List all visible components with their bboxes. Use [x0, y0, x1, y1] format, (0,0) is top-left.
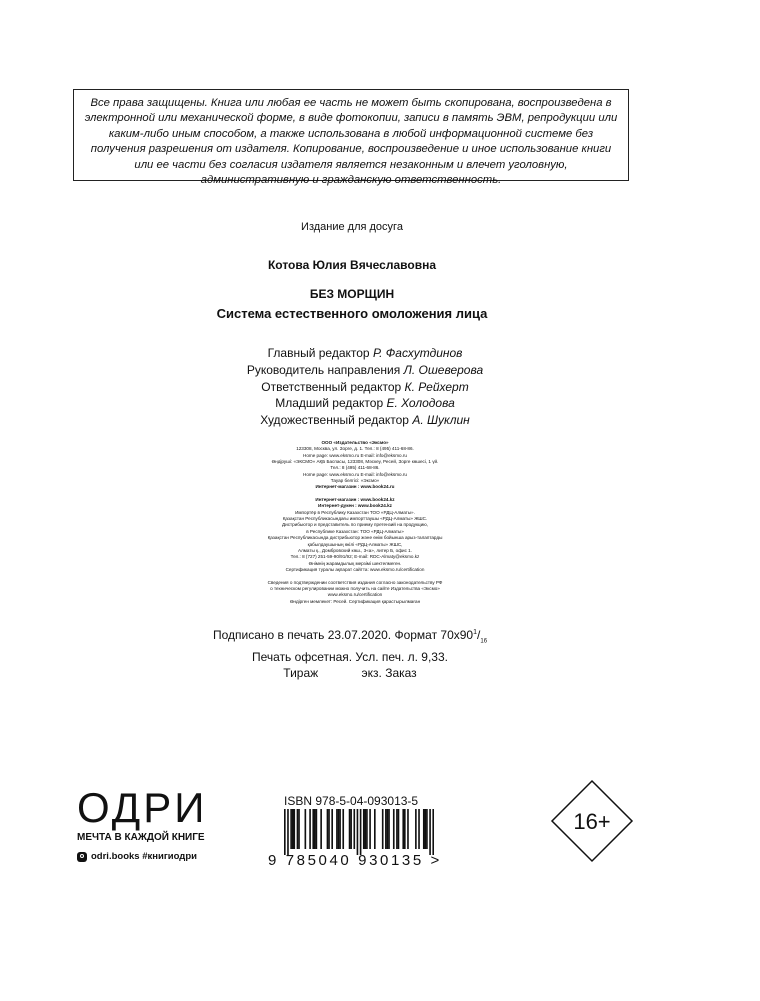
barcode-bar — [292, 809, 294, 849]
barcode-bar — [396, 809, 398, 849]
publisher-logo — [77, 784, 208, 862]
imprint-line: Дистрибьютор и представитель по приему претензий на продукцию, — [282, 522, 428, 528]
imprint-line: Алматы қ., Домбровский көш., 3«а», литер Б, офис 1. — [298, 547, 412, 553]
age-rating-text: 16+ — [573, 809, 611, 834]
imprint-line: Өндірген мемлекет: Ресей. Сертификация қарастырылмаған — [289, 598, 421, 604]
logo-wordmark: ОДРИ — [77, 784, 208, 831]
barcode-bar — [382, 809, 384, 849]
imprint-line: Интернет-дүкен : www.book24.kz — [318, 503, 392, 509]
barcode-bar — [388, 809, 390, 849]
editor-line: Главный редактор Р. Фасхутдинов — [267, 346, 463, 360]
editor-line: Ответственный редактор К. Рейхерт — [261, 379, 469, 394]
editors-list — [0, 345, 730, 429]
print-run-line: Тираж экз. Заказ — [283, 665, 417, 680]
barcode-bar — [336, 809, 338, 849]
barcode-bar — [328, 809, 330, 849]
barcode-bar — [327, 809, 329, 849]
imprint-line: Қазақстан Республикасындағы импорттаушы «РДЦ-Алматы» ЖШС. — [282, 516, 428, 522]
barcode-bar — [305, 809, 307, 849]
print-signed-line: Подписано в печать 23.07.2020. Формат $70x90^1/_{16}$ — [212, 628, 488, 645]
barcode-bar — [398, 809, 400, 849]
book-subtitle: Система естественного омоложения лица — [216, 306, 488, 321]
imprint-line: 123308, Москва, ул. Зорге, д. 1. Тел.: 8 (495) 411-68-86. — [296, 446, 414, 452]
barcode-bar — [320, 809, 322, 849]
imprint-line: в Республике Казахстан: ТОО «РДЦ-Алматы» — [306, 528, 404, 534]
barcode-bar — [287, 809, 289, 855]
imprint-line: Тел.: 8 (727) 251-59-90/91/92; E-mail: RDC-Almaty@eksmo.kz — [290, 554, 420, 560]
imprint-line: Интернет-магазин : www.book24.ru — [315, 484, 395, 490]
barcode-bar — [314, 809, 316, 849]
imprint-line: Интернет-магазин : www.book24.kz — [315, 497, 395, 503]
logo-social: odri.books #книгиодри — [77, 851, 207, 862]
barcode-bar — [425, 809, 427, 849]
barcode-bar — [339, 809, 341, 849]
imprint-line: Тел.: 8 (495) 411-68-86. — [330, 465, 380, 471]
barcode-bar — [284, 809, 286, 855]
barcode-bar — [385, 809, 387, 849]
instagram-icon — [77, 852, 87, 862]
print-type-line: Печать офсетная. Усл. печ. л. 9,33. — [252, 649, 448, 664]
imprint-line: қабылдаушының өкілі «РДЦ-Алматы» ЖШС, — [307, 541, 403, 547]
barcode-bar — [393, 809, 395, 849]
book-title: БЕЗ МОРЩИН — [309, 287, 395, 301]
imprint-line: Сведения о подтверждении соответствия издания согласно законодательству РФ — [267, 579, 443, 585]
barcode-bar — [402, 809, 404, 849]
imprint-line: ООО «Издательство «Эксмо» — [321, 440, 389, 445]
barcode-bar — [316, 809, 318, 849]
publisher-imprint — [190, 440, 520, 605]
barcode-bar — [349, 809, 351, 849]
barcode-bar — [418, 809, 420, 849]
barcode-bar — [338, 809, 340, 849]
imprint-line: Импортёр в Республику Казахстан ТОО «РДЦ-Алматы». — [295, 509, 415, 515]
imprint-line: Өндіруші: «ЭКСМО» АҚБ Баспасы, 123308, Мәскеу, Ресей, Зорге көшесі, 1 үй. — [271, 459, 439, 465]
barcode-bar — [298, 809, 300, 849]
barcode-bar — [312, 809, 314, 849]
barcode-bar — [297, 809, 299, 849]
barcode-bar — [374, 809, 376, 849]
barcode-bar — [357, 809, 359, 855]
logo-slogan: МЕЧТА В КАЖДОЙ КНИГЕ — [77, 832, 205, 843]
author-name: Котова Юлия Вячеславовна — [267, 258, 436, 272]
imprint-line: Тауар белгісі: «Эксмо» — [330, 478, 380, 484]
imprint-line: Home page: www.eksmo.ru E-mail: info@eksmo.ru — [303, 452, 407, 458]
imprint-line: Сертификация туралы ақпарат сайтта: www.eksmo.ru/certification — [285, 566, 425, 572]
barcode-bar — [432, 809, 434, 855]
barcode-digits: 9 785040 930135 > — [268, 852, 442, 869]
editor-line: Художественный редактор А. Шуклин — [260, 413, 470, 428]
barcode-bar — [423, 809, 425, 849]
isbn-label: ISBN 978-5-04-093013-5 — [284, 794, 419, 808]
age-rating-badge — [550, 779, 634, 863]
barcode-bar — [404, 809, 406, 849]
barcode-bar — [350, 809, 352, 849]
genre-label: Издание для досуга — [301, 221, 403, 233]
barcode-bar — [365, 809, 367, 849]
imprint-line: Өнімнің жарамдылық мерзімі шектелмеген. — [308, 560, 402, 566]
imprint-line: Қазақстан Республикасында дистрибьютор және өнім бойынша арыз-талаптарды — [267, 535, 443, 541]
rights-notice: Все права защищены. Книга или любая ее часть не может быть скопирована, воспроизведена в электронной или механической форме, в виде фотокопии, записи в память ЭВМ, репродукции или каким-либо иным способом, а также использована в любой информационной системе без получения разрешения от издателя. Копирование, воспроизведение и иное использование книги или ее части без согласия издателя является незаконным и влечет уголовную, административную и гражданскую ответственность. — [73, 89, 629, 181]
imprint-line: www.eksmo.ru/certification — [327, 592, 383, 598]
barcode-bar — [360, 809, 362, 855]
barcode-bar — [290, 809, 292, 849]
editor-line: Руководитель направления Л. Ошеверова — [246, 362, 484, 377]
barcode-bar — [331, 809, 333, 849]
barcode-bar — [429, 809, 431, 855]
barcode-bar — [366, 809, 368, 849]
barcode — [284, 809, 434, 855]
barcode-bar — [363, 809, 365, 849]
imprint-line: о техническом регулировании можно получить на сайте Издательства «Эксмо» — [270, 585, 440, 591]
print-info — [0, 625, 700, 681]
editor-line: Младший редактор Е. Холодова — [275, 396, 455, 411]
barcode-bar — [353, 809, 355, 849]
barcode-bar — [415, 809, 417, 849]
imprint-line: Home page: www.eksmo.ru E-mail: info@eksmo.ru — [303, 471, 407, 477]
barcode-bar — [309, 809, 311, 849]
barcode-bar — [387, 809, 389, 849]
barcode-bar — [426, 809, 428, 849]
barcode-bar — [342, 809, 344, 849]
barcode-bar — [293, 809, 295, 849]
barcode-bar — [407, 809, 409, 849]
barcode-bar — [369, 809, 371, 849]
